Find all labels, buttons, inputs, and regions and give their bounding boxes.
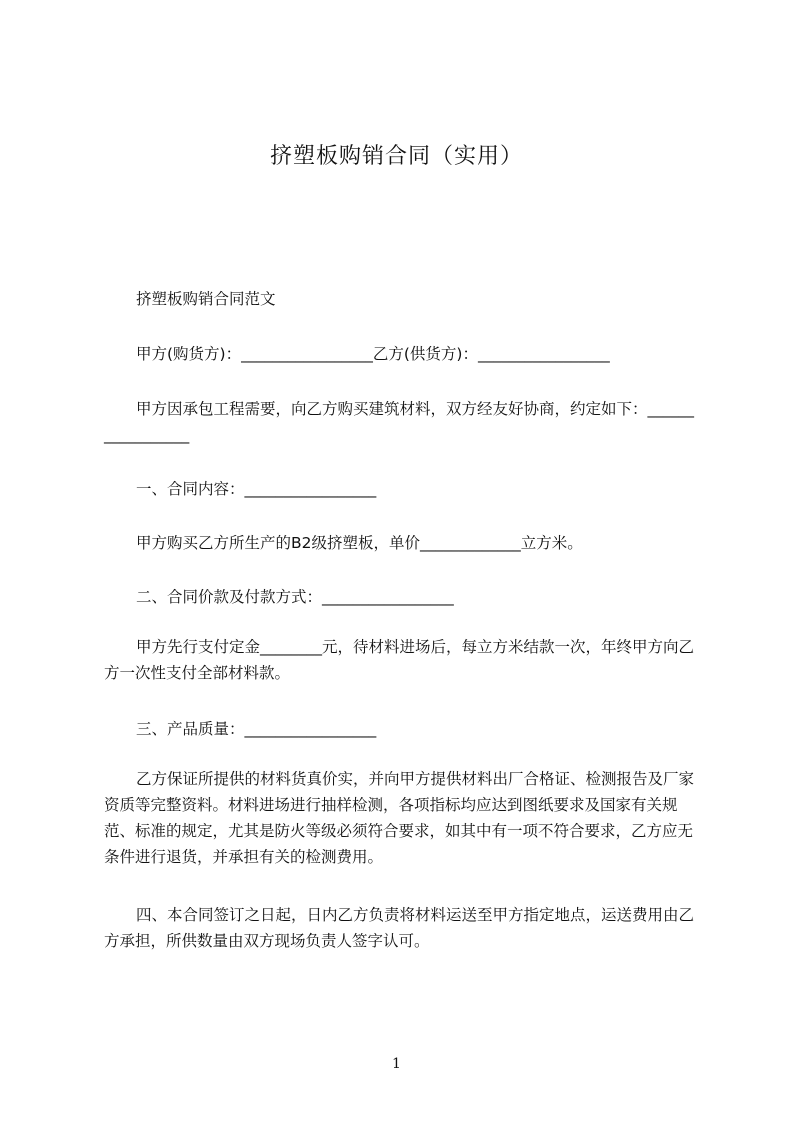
- section-1-heading: 一、合同内容：_________________: [136, 480, 377, 498]
- section-4-body: 四、本合同签订之日起，日内乙方负责将材料运送至甲方指定地点，运送费用由乙方承担，所供数量由双方现场负责人签字认可。: [104, 906, 695, 950]
- page-number: 1: [392, 1056, 401, 1072]
- contract-subtitle: 挤塑板购销合同范文: [136, 290, 276, 308]
- intro-paragraph: 甲方因承包工程需要，向乙方购买建筑材料，双方经友好协商，约定如下：_________________: [104, 400, 695, 444]
- section-2-body: 甲方先行支付定金________元，待材料进场后，每立方米结款一次，年终甲方向乙方一次性支付全部材料款。: [104, 638, 695, 682]
- section-3-heading: 三、产品质量：_________________: [136, 720, 377, 738]
- document-title: 挤塑板购销合同（实用）: [269, 144, 523, 169]
- section-1-body: 甲方购买乙方所生产的B2级挤塑板，单价_____________立方米。: [136, 534, 583, 552]
- parties-line: 甲方(购货方)：_________________乙方(供货方)：_________________: [136, 345, 610, 363]
- section-3-body: 乙方保证所提供的材料货真价实，并向甲方提供材料出厂合格证、检测报告及厂家资质等完整资料。材料进场进行抽样检测，各项指标均应达到图纸要求及国家有关规范、标准的规定，尤其是防火等级必须符合要求，如其中有一项不符合要求，乙方应无条件进行退货，并承担有关的检测费用。: [104, 770, 695, 866]
- section-2-heading: 二、合同价款及付款方式：_________________: [136, 588, 454, 606]
